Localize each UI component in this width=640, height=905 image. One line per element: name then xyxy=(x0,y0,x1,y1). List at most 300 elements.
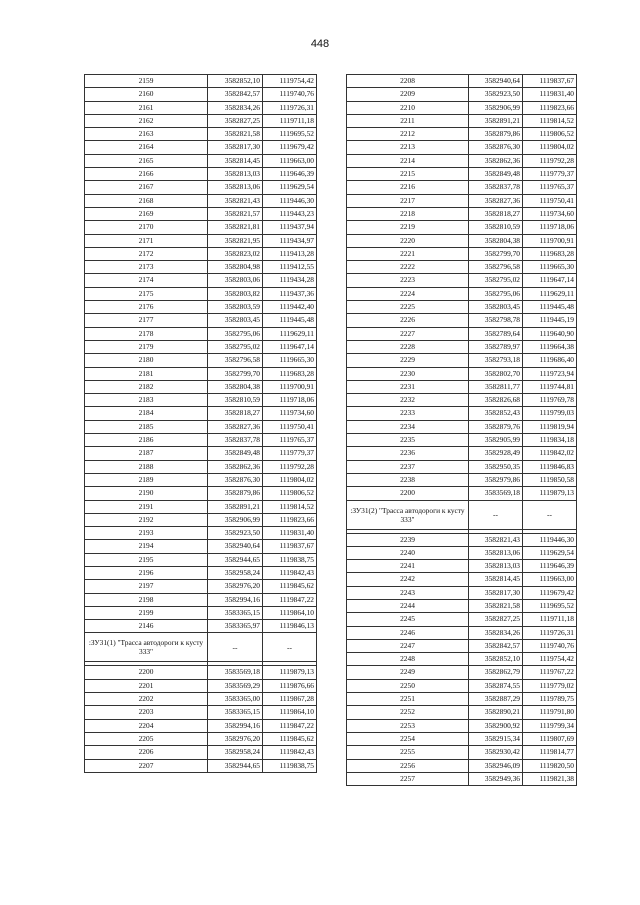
table-row xyxy=(85,513,317,526)
table-row xyxy=(85,274,317,287)
table-row xyxy=(347,380,577,393)
y-coordinate-cell: 1119445,19 xyxy=(523,314,577,327)
y-coordinate-cell: 1119847,22 xyxy=(263,593,317,606)
x-coordinate-cell: 3583365,00 xyxy=(208,693,263,706)
y-coordinate-cell: 1119734,60 xyxy=(263,407,317,420)
x-coordinate-cell: 3582994,16 xyxy=(208,593,263,606)
table-row xyxy=(347,168,577,181)
point-id-cell: 2236 xyxy=(347,447,469,460)
x-coordinate-cell: 3582799,70 xyxy=(469,247,523,260)
y-coordinate-cell: 1119792,28 xyxy=(523,154,577,167)
point-id-cell: 2181 xyxy=(85,367,208,380)
table-row xyxy=(85,114,317,127)
y-coordinate-cell: 1119726,31 xyxy=(263,101,317,114)
table-row xyxy=(85,207,317,220)
x-coordinate-cell: 3582930,42 xyxy=(469,746,523,759)
y-coordinate-cell: 1119806,52 xyxy=(523,128,577,141)
y-coordinate-cell: 1119646,39 xyxy=(263,168,317,181)
table-row xyxy=(85,88,317,101)
x-coordinate-cell: 3582821,43 xyxy=(208,194,263,207)
point-id-cell: 2162 xyxy=(85,114,208,127)
point-id-cell: 2179 xyxy=(85,340,208,353)
point-id-cell: 2253 xyxy=(347,719,469,732)
table-row xyxy=(347,434,577,447)
table-row xyxy=(347,247,577,260)
table-row xyxy=(347,573,577,586)
y-coordinate-cell: 1119683,28 xyxy=(523,247,577,260)
table-row xyxy=(85,679,317,692)
point-id-cell: 2166 xyxy=(85,168,208,181)
y-coordinate-cell: 1119664,38 xyxy=(523,340,577,353)
table-row xyxy=(347,653,577,666)
table-row xyxy=(347,560,577,573)
point-id-cell: :ЗУ31(2) "Трасса автодороги к кусту 333" xyxy=(347,500,469,529)
table-row xyxy=(347,732,577,745)
point-id-cell: 2224 xyxy=(347,287,469,300)
y-coordinate-cell: 1119718,06 xyxy=(523,221,577,234)
point-id-cell: 2242 xyxy=(347,573,469,586)
point-id-cell: 2168 xyxy=(85,194,208,207)
table-row xyxy=(85,287,317,300)
y-coordinate-cell: 1119765,37 xyxy=(523,181,577,194)
point-id-cell: 2249 xyxy=(347,666,469,679)
x-coordinate-cell: 3582804,38 xyxy=(469,234,523,247)
table-row xyxy=(85,487,317,500)
point-id-cell: 2255 xyxy=(347,746,469,759)
table-row xyxy=(85,154,317,167)
x-coordinate-cell: 3582813,06 xyxy=(469,546,523,559)
y-coordinate-cell: -- xyxy=(523,500,577,529)
y-coordinate-cell: 1119850,58 xyxy=(523,473,577,486)
point-id-cell: 2207 xyxy=(85,759,208,772)
y-coordinate-cell: 1119695,52 xyxy=(523,599,577,612)
y-coordinate-cell: 1119412,55 xyxy=(263,261,317,274)
table-row xyxy=(85,553,317,566)
coordinates-table-left xyxy=(84,74,317,773)
table-row xyxy=(85,194,317,207)
point-id-cell: 2233 xyxy=(347,407,469,420)
y-coordinate-cell: 1119750,41 xyxy=(523,194,577,207)
x-coordinate-cell: 3582810,59 xyxy=(469,221,523,234)
x-coordinate-cell: 3582900,92 xyxy=(469,719,523,732)
x-coordinate-cell: 3582827,36 xyxy=(469,194,523,207)
point-id-cell: 2175 xyxy=(85,287,208,300)
x-coordinate-cell: 3582834,26 xyxy=(208,101,263,114)
y-coordinate-cell: 1119823,66 xyxy=(523,101,577,114)
table-row xyxy=(347,487,577,500)
y-coordinate-cell: 1119814,52 xyxy=(263,500,317,513)
x-coordinate-cell: 3582789,64 xyxy=(469,327,523,340)
x-coordinate-cell: 3582810,59 xyxy=(208,394,263,407)
x-coordinate-cell: 3582887,29 xyxy=(469,693,523,706)
point-id-cell: 2192 xyxy=(85,513,208,526)
x-coordinate-cell: 3583569,18 xyxy=(469,487,523,500)
point-id-cell: 2170 xyxy=(85,221,208,234)
point-id-cell: 2180 xyxy=(85,354,208,367)
table-row xyxy=(347,420,577,433)
point-id-cell: 2257 xyxy=(347,772,469,785)
point-id-cell: 2183 xyxy=(85,394,208,407)
y-coordinate-cell: 1119663,00 xyxy=(523,573,577,586)
x-coordinate-cell: 3582821,95 xyxy=(208,234,263,247)
point-id-cell: 2164 xyxy=(85,141,208,154)
x-coordinate-cell: 3582862,79 xyxy=(469,666,523,679)
x-coordinate-cell: 3582946,09 xyxy=(469,759,523,772)
y-coordinate-cell: 1119779,02 xyxy=(523,679,577,692)
table-row xyxy=(347,746,577,759)
y-coordinate-cell: 1119867,28 xyxy=(263,693,317,706)
x-coordinate-cell: 3582849,48 xyxy=(208,447,263,460)
x-coordinate-cell: 3582940,64 xyxy=(208,540,263,553)
y-coordinate-cell: 1119864,10 xyxy=(263,606,317,619)
x-coordinate-cell: 3582976,20 xyxy=(208,580,263,593)
point-id-cell: 2169 xyxy=(85,207,208,220)
x-coordinate-cell: 3582876,30 xyxy=(469,141,523,154)
x-coordinate-cell: 3582818,27 xyxy=(208,407,263,420)
table-row xyxy=(85,759,317,772)
x-coordinate-cell: 3582976,20 xyxy=(208,732,263,745)
x-coordinate-cell: 3582799,70 xyxy=(208,367,263,380)
y-coordinate-cell: 1119814,77 xyxy=(523,746,577,759)
x-coordinate-cell: 3582958,24 xyxy=(208,566,263,579)
point-id-cell: 2200 xyxy=(347,487,469,500)
point-id-cell: 2211 xyxy=(347,114,469,127)
table-row xyxy=(347,141,577,154)
y-coordinate-cell: 1119629,54 xyxy=(263,181,317,194)
coordinates-table-right xyxy=(346,74,577,786)
point-id-cell: 2218 xyxy=(347,207,469,220)
point-id-cell: 2186 xyxy=(85,434,208,447)
table-row xyxy=(347,759,577,772)
point-id-cell: 2178 xyxy=(85,327,208,340)
point-id-cell: 2194 xyxy=(85,540,208,553)
table-row xyxy=(85,540,317,553)
y-coordinate-cell: 1119842,02 xyxy=(523,447,577,460)
y-coordinate-cell: 1119847,22 xyxy=(263,719,317,732)
point-id-cell: 2184 xyxy=(85,407,208,420)
y-coordinate-cell: 1119804,02 xyxy=(523,141,577,154)
point-id-cell: 2227 xyxy=(347,327,469,340)
section-header-row xyxy=(347,500,577,529)
x-coordinate-cell: 3582891,21 xyxy=(208,500,263,513)
point-id-cell: 2146 xyxy=(85,620,208,633)
x-coordinate-cell: 3582949,36 xyxy=(469,772,523,785)
y-coordinate-cell: 1119846,13 xyxy=(263,620,317,633)
point-id-cell: 2240 xyxy=(347,546,469,559)
x-coordinate-cell: 3582821,58 xyxy=(208,128,263,141)
y-coordinate-cell: 1119647,14 xyxy=(263,340,317,353)
table-row xyxy=(85,354,317,367)
x-coordinate-cell: 3582879,86 xyxy=(208,487,263,500)
x-coordinate-cell: 3582793,18 xyxy=(469,354,523,367)
x-coordinate-cell: 3583569,29 xyxy=(208,679,263,692)
table-row xyxy=(347,114,577,127)
table-row xyxy=(347,181,577,194)
point-id-cell: 2254 xyxy=(347,732,469,745)
point-id-cell: 2172 xyxy=(85,247,208,260)
x-coordinate-cell: 3582979,86 xyxy=(469,473,523,486)
x-coordinate-cell: 3582890,21 xyxy=(469,706,523,719)
y-coordinate-cell: 1119726,31 xyxy=(523,626,577,639)
table-row xyxy=(347,274,577,287)
point-id-cell: 2193 xyxy=(85,527,208,540)
table-row xyxy=(85,141,317,154)
point-id-cell: 2256 xyxy=(347,759,469,772)
table-row xyxy=(347,693,577,706)
y-coordinate-cell: 1119437,94 xyxy=(263,221,317,234)
x-coordinate-cell: 3583365,15 xyxy=(208,606,263,619)
y-coordinate-cell: 1119834,18 xyxy=(523,434,577,447)
y-coordinate-cell: 1119814,52 xyxy=(523,114,577,127)
point-id-cell: 2208 xyxy=(347,75,469,88)
y-coordinate-cell: 1119876,66 xyxy=(263,679,317,692)
y-coordinate-cell: -- xyxy=(263,633,317,662)
page-number: 448 xyxy=(310,38,330,50)
y-coordinate-cell: 1119791,80 xyxy=(523,706,577,719)
point-id-cell: 2228 xyxy=(347,340,469,353)
table-row xyxy=(85,101,317,114)
x-coordinate-cell: 3582906,99 xyxy=(469,101,523,114)
table-row xyxy=(347,261,577,274)
table-row xyxy=(347,772,577,785)
x-coordinate-cell: 3582827,25 xyxy=(208,114,263,127)
table-row xyxy=(85,732,317,745)
x-coordinate-cell: 3582994,16 xyxy=(208,719,263,732)
y-coordinate-cell: 1119754,42 xyxy=(523,653,577,666)
point-id-cell: 2239 xyxy=(347,533,469,546)
table-row xyxy=(347,207,577,220)
point-id-cell: 2177 xyxy=(85,314,208,327)
table-row xyxy=(347,447,577,460)
y-coordinate-cell: 1119779,37 xyxy=(523,168,577,181)
point-id-cell: 2232 xyxy=(347,394,469,407)
x-coordinate-cell: 3582821,58 xyxy=(469,599,523,612)
x-coordinate-cell: 3582905,99 xyxy=(469,434,523,447)
x-coordinate-cell: 3582842,57 xyxy=(208,88,263,101)
table-row xyxy=(347,75,577,88)
x-coordinate-cell: 3582826,68 xyxy=(469,394,523,407)
x-coordinate-cell: 3582803,45 xyxy=(469,301,523,314)
point-id-cell: 2223 xyxy=(347,274,469,287)
point-id-cell: 2191 xyxy=(85,500,208,513)
point-id-cell: 2248 xyxy=(347,653,469,666)
table-row xyxy=(85,447,317,460)
point-id-cell: 2198 xyxy=(85,593,208,606)
y-coordinate-cell: 1119740,76 xyxy=(523,639,577,652)
point-id-cell: 2189 xyxy=(85,473,208,486)
table-row xyxy=(347,473,577,486)
table-row xyxy=(85,460,317,473)
point-id-cell: 2251 xyxy=(347,693,469,706)
point-id-cell: 2176 xyxy=(85,301,208,314)
table-row xyxy=(85,580,317,593)
table-row xyxy=(85,593,317,606)
table-row xyxy=(85,327,317,340)
x-coordinate-cell: 3582837,78 xyxy=(469,181,523,194)
table-row xyxy=(85,394,317,407)
table-row xyxy=(85,234,317,247)
y-coordinate-cell: 1119700,91 xyxy=(263,380,317,393)
x-coordinate-cell: 3582817,30 xyxy=(208,141,263,154)
table-row xyxy=(85,407,317,420)
y-coordinate-cell: 1119679,42 xyxy=(523,586,577,599)
y-coordinate-cell: 1119679,42 xyxy=(263,141,317,154)
y-coordinate-cell: 1119779,37 xyxy=(263,447,317,460)
point-id-cell: 2173 xyxy=(85,261,208,274)
x-coordinate-cell: 3582803,06 xyxy=(208,274,263,287)
point-id-cell: 2204 xyxy=(85,719,208,732)
table-row xyxy=(85,719,317,732)
y-coordinate-cell: 1119640,90 xyxy=(523,327,577,340)
x-coordinate-cell: 3582958,24 xyxy=(208,746,263,759)
point-id-cell: 2200 xyxy=(85,666,208,679)
table-row xyxy=(85,301,317,314)
point-id-cell: 2214 xyxy=(347,154,469,167)
y-coordinate-cell: 1119845,62 xyxy=(263,580,317,593)
point-id-cell: 2209 xyxy=(347,88,469,101)
y-coordinate-cell: 1119821,38 xyxy=(523,772,577,785)
point-id-cell: 2195 xyxy=(85,553,208,566)
coordinates-table-right-body xyxy=(347,75,577,786)
y-coordinate-cell: 1119434,97 xyxy=(263,234,317,247)
y-coordinate-cell: 1119646,39 xyxy=(523,560,577,573)
x-coordinate-cell: 3582813,06 xyxy=(208,181,263,194)
y-coordinate-cell: 1119695,52 xyxy=(263,128,317,141)
point-id-cell: 2220 xyxy=(347,234,469,247)
table-row xyxy=(347,314,577,327)
y-coordinate-cell: 1119806,52 xyxy=(263,487,317,500)
x-coordinate-cell: 3582950,35 xyxy=(469,460,523,473)
x-coordinate-cell: 3582874,55 xyxy=(469,679,523,692)
x-coordinate-cell: 3582827,25 xyxy=(469,613,523,626)
x-coordinate-cell: 3582852,10 xyxy=(208,75,263,88)
x-coordinate-cell: 3582906,99 xyxy=(208,513,263,526)
table-row xyxy=(347,679,577,692)
point-id-cell: 2206 xyxy=(85,746,208,759)
section-header-row xyxy=(85,633,317,662)
point-id-cell: 2226 xyxy=(347,314,469,327)
y-coordinate-cell: 1119819,94 xyxy=(523,420,577,433)
table-row xyxy=(347,101,577,114)
x-coordinate-cell: 3582803,45 xyxy=(208,314,263,327)
table-row xyxy=(85,620,317,633)
point-id-cell: 2210 xyxy=(347,101,469,114)
x-coordinate-cell: 3582842,57 xyxy=(469,639,523,652)
y-coordinate-cell: 1119837,67 xyxy=(523,75,577,88)
y-coordinate-cell: 1119820,50 xyxy=(523,759,577,772)
x-coordinate-cell: 3582852,43 xyxy=(469,407,523,420)
table-row xyxy=(347,533,577,546)
y-coordinate-cell: 1119740,76 xyxy=(263,88,317,101)
table-row xyxy=(85,473,317,486)
x-coordinate-cell: 3582803,82 xyxy=(208,287,263,300)
table-row xyxy=(85,367,317,380)
table-row xyxy=(85,247,317,260)
x-coordinate-cell: 3582928,49 xyxy=(469,447,523,460)
table-row xyxy=(347,394,577,407)
y-coordinate-cell: 1119765,37 xyxy=(263,434,317,447)
point-id-cell: 2230 xyxy=(347,367,469,380)
y-coordinate-cell: 1119807,69 xyxy=(523,732,577,745)
table-row xyxy=(347,340,577,353)
x-coordinate-cell: 3582891,21 xyxy=(469,114,523,127)
y-coordinate-cell: 1119629,54 xyxy=(523,546,577,559)
y-coordinate-cell: 1119443,23 xyxy=(263,207,317,220)
x-coordinate-cell: 3582915,34 xyxy=(469,732,523,745)
x-coordinate-cell: 3582837,78 xyxy=(208,434,263,447)
y-coordinate-cell: 1119769,78 xyxy=(523,394,577,407)
point-id-cell: 2213 xyxy=(347,141,469,154)
point-id-cell: 2171 xyxy=(85,234,208,247)
table-row xyxy=(347,128,577,141)
table-row xyxy=(85,500,317,513)
x-coordinate-cell: 3582804,38 xyxy=(208,380,263,393)
table-row xyxy=(85,314,317,327)
point-id-cell: 2165 xyxy=(85,154,208,167)
point-id-cell: 2234 xyxy=(347,420,469,433)
x-coordinate-cell: 3582849,48 xyxy=(469,168,523,181)
point-id-cell: 2185 xyxy=(85,420,208,433)
x-coordinate-cell: 3582821,81 xyxy=(208,221,263,234)
point-id-cell: 2216 xyxy=(347,181,469,194)
y-coordinate-cell: 1119744,81 xyxy=(523,380,577,393)
x-coordinate-cell: -- xyxy=(469,500,523,529)
point-id-cell: 2199 xyxy=(85,606,208,619)
y-coordinate-cell: 1119445,48 xyxy=(263,314,317,327)
y-coordinate-cell: 1119838,75 xyxy=(263,759,317,772)
point-id-cell: 2161 xyxy=(85,101,208,114)
point-id-cell: 2250 xyxy=(347,679,469,692)
point-id-cell: 2187 xyxy=(85,447,208,460)
y-coordinate-cell: 1119442,40 xyxy=(263,301,317,314)
y-coordinate-cell: 1119754,42 xyxy=(263,75,317,88)
y-coordinate-cell: 1119437,36 xyxy=(263,287,317,300)
table-row xyxy=(85,606,317,619)
point-id-cell: 2167 xyxy=(85,181,208,194)
point-id-cell: 2190 xyxy=(85,487,208,500)
point-id-cell: 2182 xyxy=(85,380,208,393)
table-row xyxy=(347,639,577,652)
x-coordinate-cell: 3582823,02 xyxy=(208,247,263,260)
table-row xyxy=(85,420,317,433)
table-row xyxy=(347,613,577,626)
x-coordinate-cell: 3583365,15 xyxy=(208,706,263,719)
y-coordinate-cell: 1119767,22 xyxy=(523,666,577,679)
point-id-cell: 2205 xyxy=(85,732,208,745)
table-row xyxy=(347,719,577,732)
y-coordinate-cell: 1119792,28 xyxy=(263,460,317,473)
table-row xyxy=(347,367,577,380)
table-row xyxy=(347,666,577,679)
point-id-cell: 2246 xyxy=(347,626,469,639)
point-id-cell: 2252 xyxy=(347,706,469,719)
table-row xyxy=(347,194,577,207)
table-row xyxy=(85,221,317,234)
point-id-cell: 2159 xyxy=(85,75,208,88)
y-coordinate-cell: 1119823,66 xyxy=(263,513,317,526)
y-coordinate-cell: 1119879,13 xyxy=(523,487,577,500)
table-row xyxy=(347,234,577,247)
x-coordinate-cell: 3582834,26 xyxy=(469,626,523,639)
x-coordinate-cell: 3582789,97 xyxy=(469,340,523,353)
y-coordinate-cell: 1119711,18 xyxy=(263,114,317,127)
point-id-cell: 2196 xyxy=(85,566,208,579)
point-id-cell: 2229 xyxy=(347,354,469,367)
table-row xyxy=(85,706,317,719)
x-coordinate-cell: 3582814,45 xyxy=(208,154,263,167)
y-coordinate-cell: 1119799,03 xyxy=(523,407,577,420)
y-coordinate-cell: 1119845,62 xyxy=(263,732,317,745)
